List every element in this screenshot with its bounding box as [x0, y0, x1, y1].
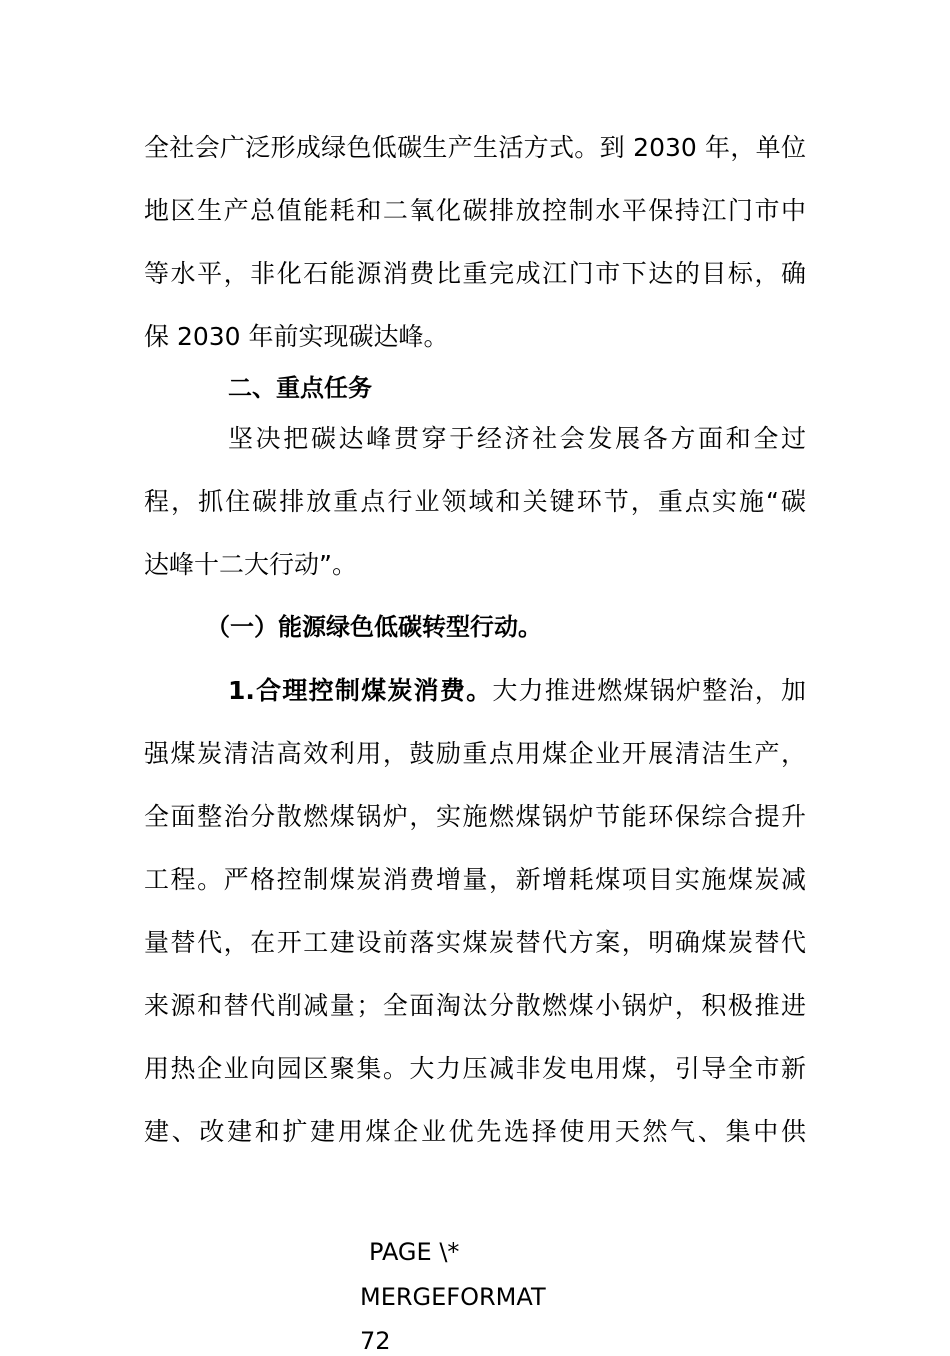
paragraph-line: 工程。严格控制煤炭消费增量，新增耗煤项目实施煤炭减: [144, 865, 806, 894]
subsection-heading: （一）能源绿色低碳转型行动。: [206, 613, 542, 641]
paragraph-line: 全面整治分散燃煤锅炉，实施燃煤锅炉节能环保综合提升: [144, 802, 806, 831]
paragraph-line: 程，抓住碳排放重点行业领域和关键环节，重点实施“碳: [144, 487, 806, 516]
item-title: 1.合理控制煤炭消费。: [228, 676, 493, 705]
page-field-code: PAGE \*: [369, 1238, 460, 1266]
paragraph-line: 坚决把碳达峰贯穿于经济社会发展各方面和全过: [228, 424, 806, 453]
page-field-format: MERGEFORMAT: [360, 1283, 546, 1311]
paragraph-line: 用热企业向园区聚集。大力压减非发电用煤，引导全市新: [144, 1054, 806, 1083]
paragraph-line: 地区生产总值能耗和二氧化碳排放控制水平保持江门市中: [144, 196, 806, 225]
paragraph-line: 等水平，非化石能源消费比重完成江门市下达的目标，确: [144, 259, 806, 288]
item-text: 大力推进燃煤锅炉整治，加: [492, 676, 806, 705]
paragraph-line: 建、改建和扩建用煤企业优先选择使用天然气、集中供: [144, 1117, 806, 1146]
paragraph-line: 达峰十二大行动”。: [144, 550, 357, 579]
paragraph-line: 全社会广泛形成绿色低碳生产生活方式。到 2030 年，单位: [144, 133, 806, 162]
paragraph-line: 保 2030 年前实现碳达峰。: [144, 322, 449, 351]
paragraph-line: 强煤炭清洁高效利用，鼓励重点用煤企业开展清洁生产，: [144, 739, 806, 768]
paragraph-line: 来源和替代削减量；全面淘汰分散燃煤小锅炉，积极推进: [144, 991, 806, 1020]
paragraph-line: 量替代，在开工建设前落实煤炭替代方案，明确煤炭替代: [144, 928, 806, 957]
page-number: 72: [360, 1327, 391, 1355]
item-first-line: [228, 674, 806, 708]
section-heading: 二、重点任务: [228, 374, 372, 402]
